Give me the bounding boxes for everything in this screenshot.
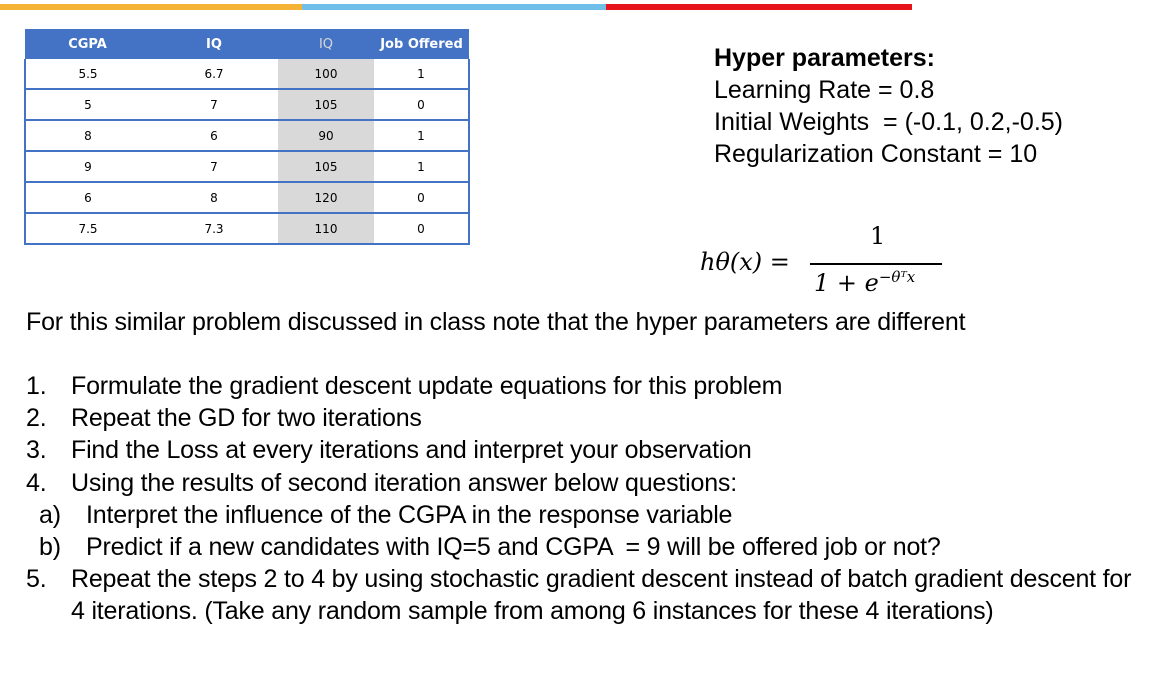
fraction-bar [810,263,942,265]
table-cell: 6 [150,120,278,151]
list-item [26,531,1146,563]
header-job-offered: Job Offered [374,29,469,59]
list-text: Formulate the gradient descent update equations for this problem [71,372,783,400]
table-row [25,213,469,244]
table-cell: 1 [374,120,469,151]
table-cell: 0 [374,182,469,213]
header-cgpa: CGPA [25,29,150,59]
table-cell: 120 [278,182,374,213]
table-cell: 0 [374,213,469,244]
table-cell: 5 [25,89,150,120]
intro-text: For this similar problem discussed in class note that the hyper parameters are different [26,308,966,336]
table-cell: 7.3 [150,213,278,244]
hyper-parameters-block [714,42,1063,170]
list-number: 5. [26,565,47,594]
table-cell: 9 [25,151,150,182]
table-row [25,151,469,182]
list-item [26,370,1146,402]
list-text: Repeat the GD for two iterations [71,404,422,433]
list-item [26,434,1146,466]
learning-rate-line: Learning Rate = 0.8 [714,76,935,104]
table-cell: 6 [25,182,150,213]
table-row [25,120,469,151]
table-cell: 105 [278,89,374,120]
table-cell: 105 [278,151,374,182]
list-item [26,467,1146,564]
list-item [26,499,1146,531]
list-item [26,402,1146,434]
list-text: Using the results of second iteration answer below questions: [71,468,737,497]
list-text: Interpret the influence of the CGPA in the response variable [86,500,733,529]
hyper-parameters-title: Hyper parameters: [714,44,935,72]
table-cell: 100 [278,59,374,89]
table-cell: 7.5 [25,213,150,244]
list-number: 3. [26,436,47,465]
regularization-line: Regularization Constant = 10 [714,140,1038,168]
table-cell: 90 [278,120,374,151]
header-iq-2: IQ [278,29,374,59]
table-cell: 1 [374,151,469,182]
list-number: a) [39,500,61,529]
denominator-base: 1 + e [814,269,879,297]
list-text: Find the Loss at every iterations and interpret your observation [71,436,752,465]
table-cell: 0 [374,89,469,120]
table-row [25,182,469,213]
list-number: b) [39,533,61,562]
table-cell: 7 [150,89,278,120]
sub-list [26,499,1146,563]
header-iq: IQ [150,29,278,59]
table-cell: 7 [150,151,278,182]
task-list [26,370,1146,628]
denominator-exponent: −θᵀx [878,268,916,286]
top-accent-bar-red [606,4,912,10]
data-table [24,29,470,245]
top-accent-bar-orange [0,4,302,10]
table-cell: 6.7 [150,59,278,89]
list-text: Repeat the steps 2 to 4 by using stochastic gradient descent instead of batch gradient descent for 4 iterations. (Take any random sample from among 6 instances for these 4 iterations) [71,565,1132,626]
table-row [25,59,469,89]
list-number: 2. [26,404,47,433]
table-header-row [25,29,469,59]
top-accent-bar-blue [302,4,606,10]
table-cell: 8 [25,120,150,151]
formula-denominator [814,268,915,297]
list-number: 4. [26,468,47,497]
formula-numerator: 1 [870,222,886,250]
list-number: 1. [26,372,47,400]
table-cell: 5.5 [25,59,150,89]
table-cell: 110 [278,213,374,244]
table-cell: 1 [374,59,469,89]
initial-weights-line: Initial Weights = (-0.1, 0.2,-0.5) [714,108,1063,136]
formula-lhs: hθ(x) = [700,248,790,276]
table-cell: 8 [150,182,278,213]
table-row [25,89,469,120]
list-text: Predict if a new candidates with IQ=5 and CGPA = 9 will be offered job or not? [86,533,941,562]
list-item [26,563,1146,627]
